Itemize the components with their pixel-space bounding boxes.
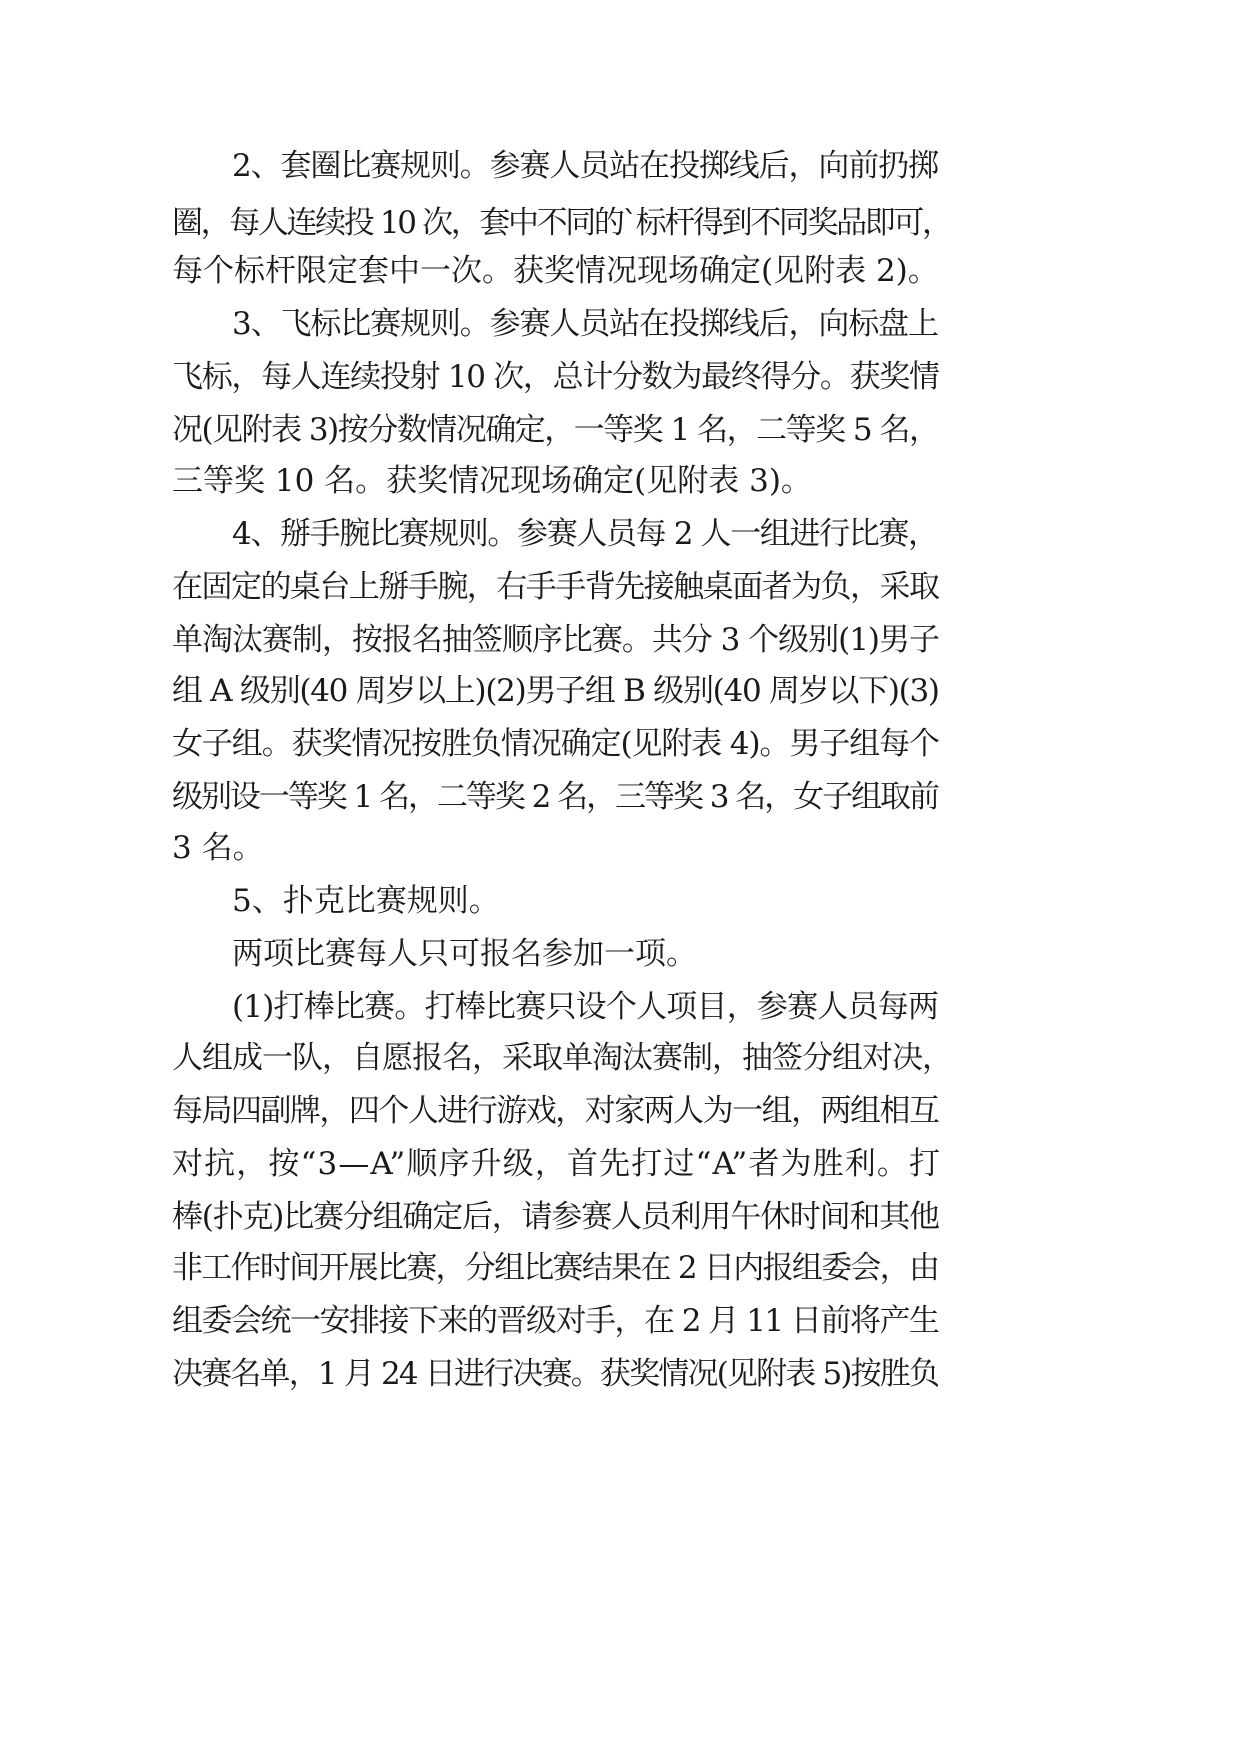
text-line: 圈，每人连续投 10 次，套中不同的`标杆得到不同奖品即可，: [172, 205, 951, 241]
text-line: 每个标杆限定套中一次。获奖情况现场确定(见附表 2)。: [172, 253, 939, 289]
text-line: (1)打棒比赛。打棒比赛只设个人项目，参赛人员每两: [232, 989, 939, 1025]
text-line: 在固定的桌台上掰手腕，右手手背先接触桌面者为负，采取: [172, 569, 939, 605]
text-line: 2、套圈比赛规则。参赛人员站在投掷线后，向前扔掷: [232, 148, 938, 184]
text-line: 飞标，每人连续投射 10 次，总计分数为最终得分。获奖情: [172, 359, 939, 395]
text-line: 三等奖 10 名。获奖情况现场确定(见附表 3)。: [172, 463, 812, 499]
text-line: 女子组。获奖情况按胜负情况确定(见附表 4)。男子组每个: [172, 726, 939, 762]
text-line: 3、飞标比赛规则。参赛人员站在投掷线后，向标盘上: [232, 306, 938, 342]
text-line: 单淘汰赛制，按报名抽签顺序比赛。共分 3 个级别(1)男子: [172, 622, 939, 658]
text-line: 4、掰手腕比赛规则。参赛人员每 2 人一组进行比赛，: [232, 516, 938, 552]
text-line: 况(见附表 3)按分数情况确定，一等奖 1 名，二等奖 5 名，: [172, 412, 939, 448]
text-line: 级别设一等奖 1 名，二等奖 2 名，三等奖 3 名，女子组取前: [172, 779, 938, 815]
text-line: 两项比赛每人只可报名参加一项。: [232, 936, 697, 972]
text-line: 人组成一队，自愿报名，采取单淘汰赛制，抽签分组对决，: [172, 1040, 952, 1076]
text-line: 棒(扑克)比赛分组确定后，请参赛人员利用午休时间和其他: [172, 1199, 939, 1235]
text-line: 组 A 级别(40 周岁以上)(2)男子组 B 级别(40 周岁以下)(3): [172, 673, 939, 709]
text-line: 每局四副牌，四个人进行游戏，对家两人为一组，两组相互: [172, 1093, 939, 1129]
text-line: 决赛名单，1 月 24 日进行决赛。获奖情况(见附表 5)按胜负: [172, 1356, 939, 1392]
text-line: 3 名。: [172, 830, 264, 866]
text-line: 组委会统一安排接下来的晋级对手，在 2 月 11 日前将产生: [172, 1303, 939, 1339]
text-line: 5、扑克比赛规则。: [232, 883, 500, 919]
text-line: 对抗，按“3—A”顺序升级，首先打过“A”者为胜利。打: [172, 1146, 942, 1182]
text-line: 非工作时间开展比赛，分组比赛结果在 2 日内报组委会，由: [172, 1250, 939, 1286]
